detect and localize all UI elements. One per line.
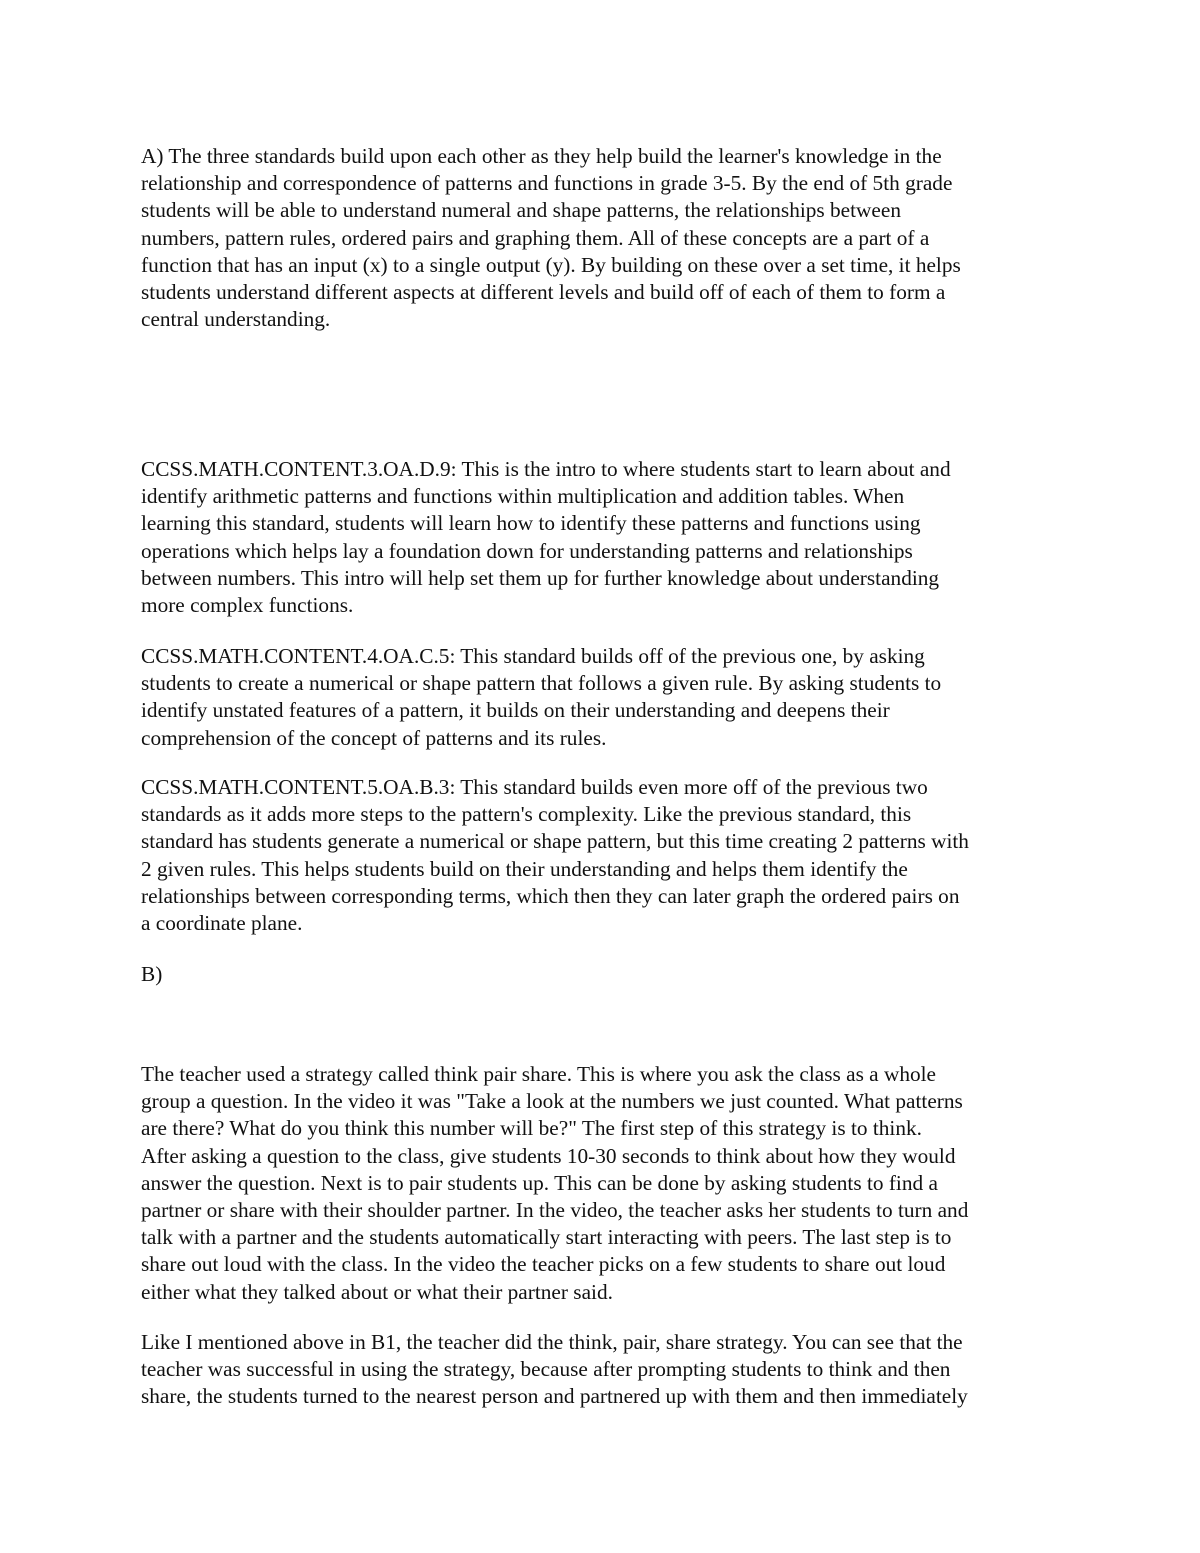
text-line: identify arithmetic patterns and functions within multiplication and addition tables. When — [141, 484, 905, 509]
text-line: CCSS.MATH.CONTENT.3.OA.D.9: This is the intro to where students start to learn about and — [141, 457, 951, 481]
standard-4-oa-c-5-paragraph — [141, 643, 1071, 752]
text-line: CCSS.MATH.CONTENT.4.OA.C.5: This standard builds off of the previous one, by asking — [141, 644, 925, 668]
text-line: relationships between corresponding terms, which then they can later graph the ordered pairs on — [141, 883, 960, 908]
text-line: standards as it adds more steps to the pattern's complexity. Like the previous standard, this — [141, 802, 912, 827]
text-line: identify unstated features of a pattern, it builds on their understanding and deepens their — [141, 698, 890, 723]
text-line: either what they talked about or what their partner said. — [141, 1279, 613, 1304]
strategy-success-paragraph — [141, 1329, 1071, 1411]
text-line: Like I mentioned above in B1, the teacher did the think, pair, share strategy. You can see that the — [141, 1330, 963, 1354]
section-a-intro-paragraph — [141, 143, 1071, 333]
text-line: more complex functions. — [141, 593, 354, 618]
text-line: share, the students turned to the nearest person and partnered up with them and then immediately — [141, 1384, 968, 1409]
text-line: answer the question. Next is to pair students up. This can be done by asking students to find a — [141, 1170, 938, 1195]
text-line: CCSS.MATH.CONTENT.5.OA.B.3: This standard builds even more off of the previous two — [141, 775, 928, 799]
text-line: students will be able to understand numeral and shape patterns, the relationships between — [141, 198, 901, 223]
text-line: between numbers. This intro will help set them up for further knowledge about understanding — [141, 565, 940, 590]
text-line: 2 given rules. This helps students build on their understanding and helps them identify the — [141, 856, 908, 881]
standard-3-oa-d-9-paragraph — [141, 456, 1071, 619]
text-line: function that has an input (x) to a single output (y). By building on these over a set time, it helps — [141, 252, 961, 277]
text-line: talk with a partner and the students automatically start interacting with peers. The last step is to — [141, 1225, 952, 1250]
text-line: a coordinate plane. — [141, 911, 303, 936]
text-line: learning this standard, students will learn how to identify these patterns and functions using — [141, 511, 921, 536]
text-line: operations which helps lay a foundation down for understanding patterns and relationships — [141, 538, 913, 563]
text-line: are there? What do you think this number will be?" The first step of this strategy is to think. — [141, 1116, 922, 1141]
text-line: The teacher used a strategy called think pair share. This is where you ask the class as a whole — [141, 1062, 937, 1086]
section-b-heading — [141, 961, 1071, 988]
text-line: students to create a numerical or shape pattern that follows a given rule. By asking students to — [141, 671, 942, 696]
text-line: group a question. In the video it was "Take a look at the numbers we just counted. What patterns — [141, 1089, 963, 1114]
text-line: numbers, pattern rules, ordered pairs and graphing them. All of these concepts are a part of a — [141, 225, 930, 250]
standard-5-oa-b-3-paragraph — [141, 774, 1071, 937]
think-pair-share-paragraph — [141, 1061, 1071, 1306]
text-line: teacher was successful in using the strategy, because after prompting students to think and then — [141, 1357, 951, 1382]
text-line: share out loud with the class. In the video the teacher picks on a few students to share out loud — [141, 1252, 946, 1277]
text-line: After asking a question to the class, give students 10-30 seconds to think about how they would — [141, 1143, 956, 1168]
text-line: partner or share with their shoulder partner. In the video, the teacher asks her students to turn and — [141, 1198, 969, 1223]
text-line: comprehension of the concept of patterns and its rules. — [141, 725, 607, 750]
text-line: central understanding. — [141, 307, 331, 332]
text-line: standard has students generate a numerical or shape pattern, but this time creating 2 patterns with — [141, 829, 969, 854]
text-line: students understand different aspects at different levels and build off of each of them to form a — [141, 280, 946, 305]
text-line: relationship and correspondence of patterns and functions in grade 3-5. By the end of 5th grade — [141, 171, 953, 196]
text-line: B) — [141, 962, 163, 986]
text-line: A) The three standards build upon each other as they help build the learner's knowledge in the — [141, 144, 942, 168]
